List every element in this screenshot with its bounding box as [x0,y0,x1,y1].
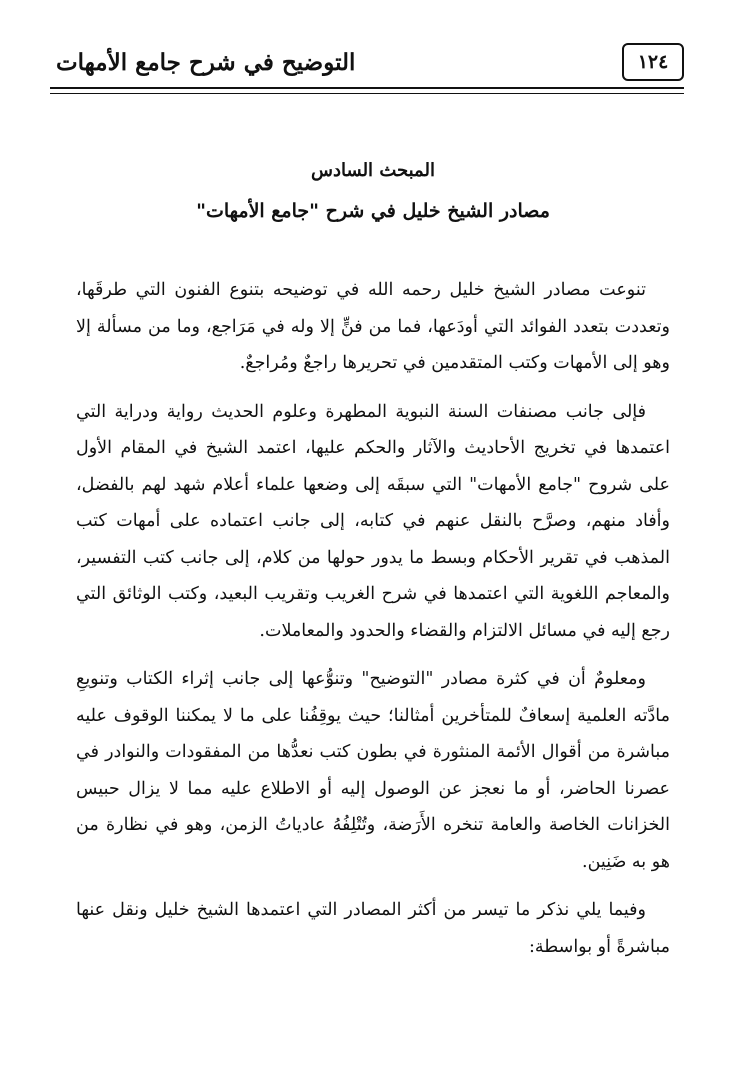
paragraph: وفيما يلي نذكر ما تيسر من أكثر المصادر التي اعتمدها الشيخ خليل ونقل عنها مباشرةً أو بواسطة: [76,900,670,957]
page-number: ١٢٤ [622,43,684,81]
section-heading: المبحث السادس [311,160,435,181]
paragraph: فإلى جانب مصنفات السنة النبوية المطهرة وعلوم الحديث رواية ودراية التي اعتمدها في تخريج الأحاديث والآثار والحكم عليها، اعتمد الشيخ في المقام الأول على شروح "جامع الأمهات" التي سبقَه إلى وضعها علماء أعلام شهد لهم بالفضل، وأفاد منهم، وصرَّح بالنقل عنهم في كتابه، إلى جانب اعتماده على أمهات كتب المذهب في تقرير الأحكام وبسط ما يدور حولها من كلام، إلى جانب كتب التفسير، والمعاجم اللغوية التي اعتمدها في شرح الغريب وتقريب البعيد، وكتب الوثائق التي رجع إليه في مسائل الالتزام والقضاء والحدود والمعاملات. [76,401,670,641]
section-subtitle: مصادر الشيخ خليل في شرح "جامع الأمهات" [196,200,550,222]
paragraph: تنوعت مصادر الشيخ خليل رحمه الله في توضيحه بتنوع الفنون التي طرقَها، وتعددت بتعدد الفوائد التي أودَعها، فما من فنٍّ إلا وله في مَرَاجع، وما من مسألة إلا وهو إلى الأمهات وكتب المتقدمين في تحريرها راجعٌ ومُراجعٌ. [76,280,670,373]
header-rule [50,87,684,94]
paragraph: ومعلومٌ أن في كثرة مصادر "التوضيح" وتنوُّعها إلى جانب إثراء الكتاب وتنويعِ مادَّته العلمية إسعافٌ للمتأخرين أمثالنا؛ حيث يوقِفُنا على ما لا يمكننا الوقوف عليه مباشرة من أقوال الأئمة المنثورة في بطون كتب نعدُّها من المفقودات والنوادر في عصرنا الحاضر، أو ما نعجز عن الوصول إليه أو الاطلاع عليه مما لا يزال حبيس الخزانات الخاصة والعامة تنخره الأَرَضة، وتُتْلِفُهُ عادياتُ الزمن، وهو في نظارة من هو به ضَنِين. [76,669,670,872]
running-title: التوضيح في شرح جامع الأمهات [56,48,356,76]
running-header [50,40,684,84]
body-text [76,272,670,977]
